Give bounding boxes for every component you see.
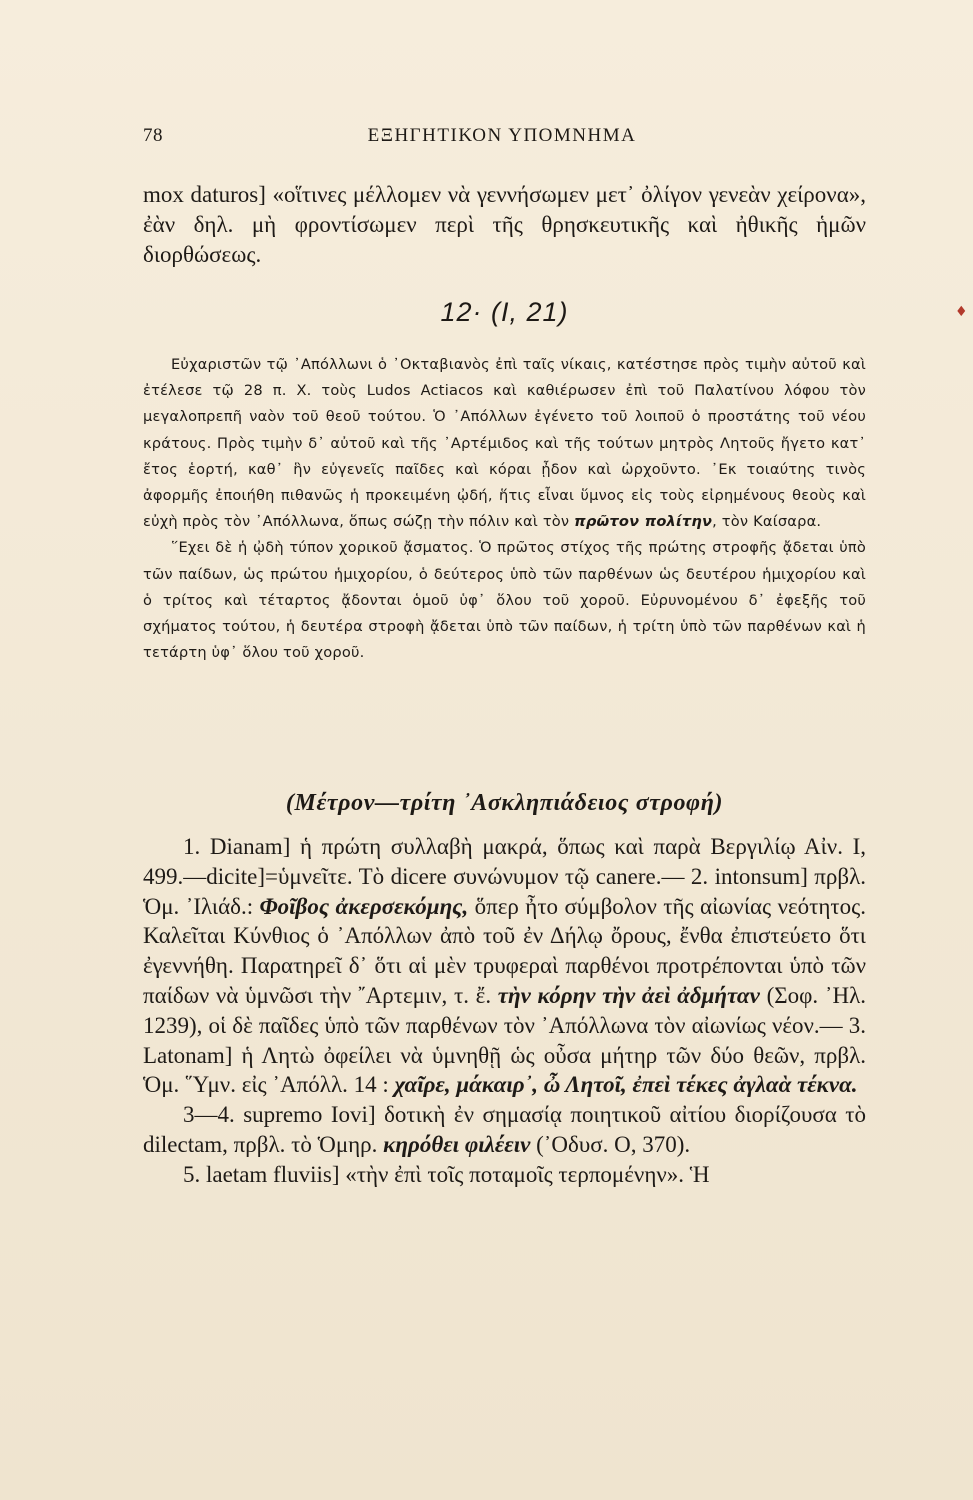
note-1-text-b: ὅπερ ἦτο σύμβολον τῆς αἰωνίας νεότητος. Καλεῖται Κύνθιος ὁ ᾽Απόλλων ἀπὸ τοῦ ἐν Δήλῳ ὄρους, ἔνθα ἐπιστεύετο ὅτι ἐγεννήθη. Παρατηρεῖ δ᾽ ὅτι αἱ μὲν τρυφεραὶ παρθένοι προτρέπονται ὑπὸ τῶν παίδων νὰ ὑμνῶσι τὴν ῎Αρτεμιν, τ. ἔ. — [143, 893, 867, 1008]
page-header — [143, 125, 861, 151]
running-head: ΕΞΗΓΗΤΙΚΟΝ ΥΠΟΜΝΗΜΑ — [367, 125, 637, 146]
note-2-quote: κηρόθει φιλέειν — [383, 1131, 531, 1157]
note-1-quote-3: χαῖρε, μάκαιρ᾽, ὦ Λητοῖ, ἐπεὶ τέκες ἀγλαὰ τέκνα. — [394, 1072, 858, 1098]
note-1-quote-1: Φοῖβος ἀκερσεκόμης, — [259, 893, 469, 919]
commentary-note-2 — [143, 1100, 866, 1160]
commentary-note-3: 5. laetam fluviis] «τὴν ἐπὶ τοῖς ποταμοῖς τερπομένην». Ἡ — [183, 1161, 710, 1187]
note-1-text-a: 1. Dianam] ἡ πρώτη συλλαβὴ μακρά, ὅπως καὶ παρὰ Βεργιλίῳ Αἰν. I, 499.—dicite]=ὑμνεῖτε. Τὸ dicere συνώνυμον τῷ canere.— 2. intonsum] πρβλ. Ὁμ. ᾽Ιλιάδ.: — [143, 834, 866, 919]
note-2-text-a: 3—4. supremo Iovi] δοτικὴ ἐν σημασίᾳ ποιητικοῦ αἰτίου διορίζουσα τὸ dilectam, πρβλ. τὸ Ὁμηρ. — [143, 1102, 866, 1157]
summary-emphasis: πρῶτον πολίτην — [574, 513, 713, 531]
commentary-block — [143, 832, 866, 1190]
intro-paragraph — [143, 180, 866, 269]
margin-mark-icon: ♦ — [955, 304, 968, 320]
note-1-text-c: (Σοφ. ᾽Ηλ. 1239), οἱ δὲ παῖδες ὑπὸ τῶν παρθένων τὸν ᾽Απόλλωνα τὸν αἰωνίως νέον.— 3. Latonam] ἡ Λητὼ ὀφείλει νὰ ὑμνηθῇ ὡς οὖσα μήτηρ τῶν δύο θεῶν, πρβλ. Ὁμ. ῞Υμν. εἰς ᾽Απόλλ. 14 : — [143, 982, 867, 1098]
note-1-quote-2: τὴν κόρην τὴν ἀεὶ ἀδμήταν — [497, 982, 760, 1008]
note-2-text-b: (᾽Οδυσ. Ο, 370). — [536, 1131, 691, 1157]
intro-text: mox daturos] «οἵτινες μέλλομεν νὰ γεννήσωμεν μετ᾽ ὀλίγον γενεὰν χείρονα», ἐὰν δηλ. μὴ φροντίσωμεν περὶ τῆς θρησκευτικῆς καὶ ἠθικῆς ἡμῶν διορθώσεως. — [143, 182, 866, 267]
commentary-note-1 — [143, 832, 866, 1100]
summary-paragraph-1 — [143, 352, 866, 535]
section-number: 12· (I, 21) — [440, 297, 569, 327]
summary-block — [143, 352, 866, 666]
summary-text-1a: Εὐχαριστῶν τῷ ᾽Απόλλωνι ὁ ᾽Οκταβιανὸς ἐπὶ ταῖς νίκαις, κατέστησε πρὸς τιμὴν αὐτοῦ καὶ ἐτέλεσε τῷ 28 π. Χ. τοὺς Ludos Actiacos καὶ καθιέρωσεν ἐπὶ τοῦ Παλατίνου λόφου τὸν μεγαλοπρεπῆ ναὸν τοῦ θεοῦ τούτου. Ὁ ᾽Απόλλων ἐγένετο τοῦ λοιποῦ ὁ προστάτης τοῦ νέου κράτους. Πρὸς τιμὴν δ᾽ αὐτοῦ καὶ τῆς ᾽Αρτέμιδος καὶ τῆς τούτων μητρὸς Λητοῦς ἤγετο κατ᾽ ἔτος ἑορτή, καθ᾽ ἣν εὐγενεῖς παῖδες καὶ κόραι ᾖδον καὶ ὠρχοῦντο. ᾽Εκ τοιαύτης τινὸς ἀφορμῆς ἐποιήθη πιθανῶς ἡ προκειμένη ᾠδή, ἥτις εἶναι ὕμνος εἰς τοὺς εἰρημένους θεοὺς καὶ εὐχὴ πρὸς τὸν ᾽Απόλλωνα, ὅπως σώζῃ τὴν πόλιν καὶ τὸν — [143, 356, 866, 531]
summary-text-1b: , τὸν Καίσαρα. — [712, 513, 822, 531]
summary-paragraph-2: ῞Εχει δὲ ἡ ᾠδὴ τύπον χορικοῦ ᾄσματος. Ὁ πρῶτος στίχος τῆς πρώτης στροφῆς ᾄδεται ὑπὸ τῶν παίδων, ὡς πρώτου ἡμιχορίου, ὁ δεύτερος ὑπὸ τῶν παρθένων ὡς δευτέρου ἡμιχορίου καὶ ὁ τρίτος καὶ τέταρτος ᾄδονται ὁμοῦ ὑφ᾽ ὅλου τοῦ χοροῦ. Εὐρυνομένου δ᾽ ἐφεξῆς τοῦ σχήματος τούτου, ἡ δευτέρα στροφὴ ᾄδεται ὑπὸ τῶν παίδων, ἡ τρίτη ὑπὸ τῶν παρθένων καὶ ἡ τετάρτη ὑφ᾽ ὅλου τοῦ χοροῦ. — [143, 539, 866, 662]
page-number: 78 — [143, 125, 163, 146]
meter-heading: (Μέτρον—τρίτη ᾽Ασκληπιάδειος στροφή) — [285, 790, 724, 816]
